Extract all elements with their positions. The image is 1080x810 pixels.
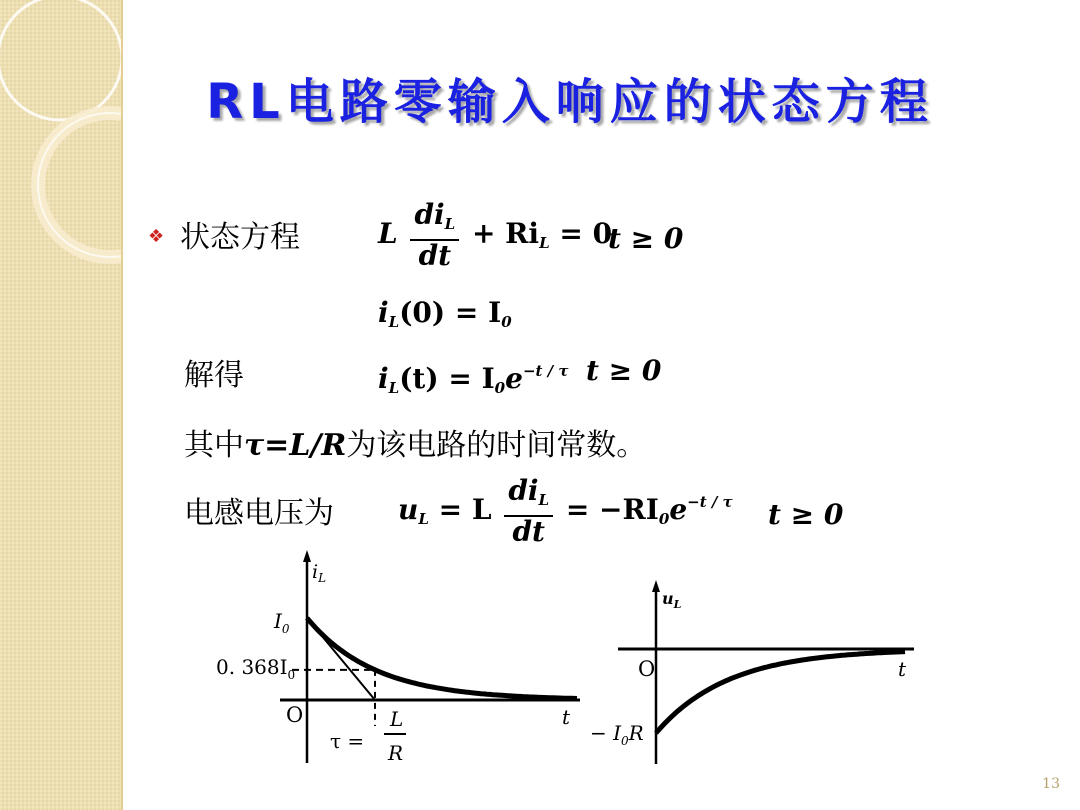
state-equation [378,200,612,271]
eq4-u: u [398,493,419,526]
left-graph-y-arrow [303,550,311,562]
voltage-label: 电感电压为 [184,496,334,531]
eq4-condition: t ≥ 0 [768,498,844,531]
solution-equation [378,354,568,405]
eq4-numerator-sub: L [538,491,550,509]
eq1-end: = 0 [549,217,613,250]
diamond-bullet-icon: ❖ [148,226,165,247]
eq1-fraction [410,200,459,271]
eq1-numerator-sub: L [444,215,456,233]
tau-denominator: R [388,741,404,765]
eq4-sub: L [418,510,429,528]
level-label: 0. $368I_0$ [216,655,296,682]
eq1-numerator: di [414,198,445,231]
i0-label: $I_0$ [274,609,290,636]
eq4-rhs-sub: 0 [658,510,670,528]
eq3-mid: (t) = I [399,362,495,395]
voltage-equation [398,476,733,547]
start-value-label: − $I_0R$ [590,721,644,748]
tau-suffix: 为该电路的时间常数。 [346,428,647,463]
tau-expression: τ=L/R [244,428,347,463]
tau-numerator: L [390,707,404,731]
eq1-denominator: dt [418,239,452,272]
left-t-label: t [562,705,571,729]
eq1-L: L [378,217,398,250]
eq2-rest-sub: 0 [501,313,512,331]
eq1-rest-sub: L [539,234,550,252]
eq2-i: i [378,296,389,329]
tau-prefix: 其中 [184,428,244,463]
solution-label: 解得 [184,358,244,393]
left-y-axis-label: $i_L$ [312,561,327,585]
voltage-rise-curve [656,652,905,733]
eq3-condition: t ≥ 0 [586,354,662,387]
eq4-e: e [669,493,688,526]
eq4-numerator: di [508,474,539,507]
eq3-sub: L [388,379,400,397]
eq1-condition: t ≥ 0 [608,222,684,255]
voltage-graph [588,578,928,768]
right-y-axis-label: $u_L$ [662,589,682,611]
eq2-rest: (0) = I [399,296,502,329]
initial-condition [378,296,512,339]
eq1-rest: + Ri [471,217,540,250]
eq4-rhs: = −RI [565,493,659,526]
current-decay-graph [210,548,590,770]
time-constant-sentence [184,428,646,464]
eq3-i: i [378,362,389,395]
right-graph-y-arrow [652,580,660,592]
eq3-mid-sub: 0 [494,379,506,397]
left-origin-label: O [286,703,304,727]
eq4-exponent: −t / τ [687,493,733,511]
slide-title: RL电路零输入响应的状态方程 [206,74,934,130]
eq2-sub: L [388,313,400,331]
eq4-equals-L: = L [428,493,492,526]
eq3-exponent: −t / τ [522,362,569,380]
eq4-fraction [504,476,553,547]
tau-label: τ = [330,729,365,753]
eq4-denominator: dt [512,515,545,548]
page-number: 13 [1042,776,1060,792]
right-t-label: t [898,657,907,681]
eq3-e: e [505,362,523,395]
right-origin-label: O [638,657,656,681]
state-equation-label: 状态方程 [180,220,300,255]
current-decay-curve [307,618,577,699]
tangent-line [307,618,375,700]
